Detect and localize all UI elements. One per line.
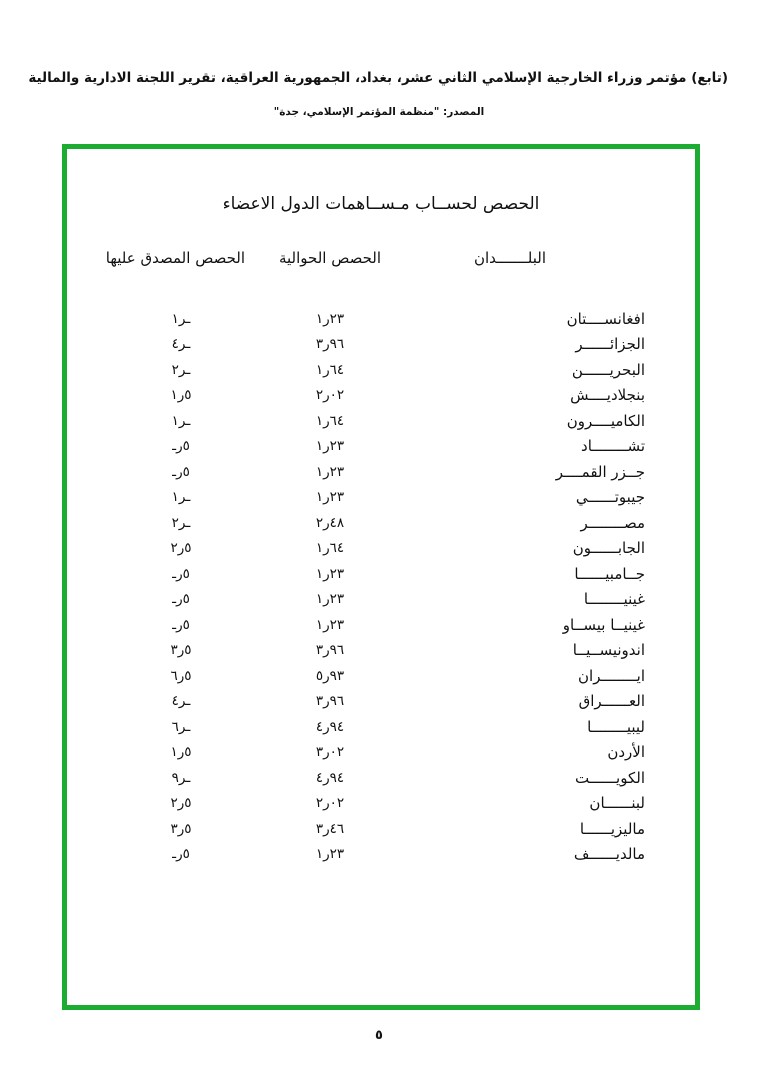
current-quota-value: ١ر٦٤ (315, 361, 345, 378)
ratified-quota-value: ١رـ (171, 310, 191, 327)
current-quota-value: ١ر٢٣ (315, 591, 345, 608)
current-quota-value: ١ر٢٣ (315, 310, 345, 327)
ratified-quota-value: ـر٥ (172, 438, 190, 455)
country-name: ماليزيــــــا (579, 819, 645, 838)
column-header-countries: البلـــــــدان (473, 249, 547, 267)
current-quota-value: ١ر٢٣ (315, 463, 345, 480)
page-number: ٥ (375, 1028, 383, 1043)
table-row (67, 485, 695, 511)
document-title: (تابع) مؤتمر وزراء الخارجية الإسلامي الثاني عشر، بغداد، الجمهورية العراقية، تقرير اللجنة الادارية والمالية (28, 70, 728, 86)
table-row (67, 638, 695, 664)
table-row (67, 791, 695, 817)
table-row (67, 842, 695, 868)
country-name: اندونيســيــا (572, 641, 645, 660)
ratified-quota-value: ٢رـ (171, 514, 191, 531)
country-name: الجابــــــون (572, 539, 645, 558)
table-row (67, 561, 695, 587)
current-quota-value: ٤ر٩٤ (315, 718, 345, 735)
country-name: لبنــــــان (589, 794, 645, 813)
country-name: جــامبيــــــا (574, 564, 645, 583)
country-name: جيبوتــــــي (575, 488, 645, 507)
table-row (67, 765, 695, 791)
table-row (67, 357, 695, 383)
country-name: العــــــراق (578, 692, 645, 711)
table-row (67, 510, 695, 536)
ratified-quota-value: ٦ر٥ (170, 667, 192, 684)
country-name: بنجلاديــــش (570, 386, 645, 405)
current-quota-value: ٢ر٠٢ (315, 387, 345, 404)
table-row (67, 587, 695, 613)
table-row (67, 408, 695, 434)
country-name: ليبيــــــــا (587, 717, 645, 736)
ratified-quota-value: ـر٥ (172, 846, 190, 863)
current-quota-value: ٢ر٤٨ (315, 514, 345, 531)
ratified-quota-value: ـر٥ (172, 463, 190, 480)
current-quota-value: ١ر٢٣ (315, 438, 345, 455)
table-row (67, 383, 695, 409)
ratified-quota-value: ١ر٥ (170, 387, 192, 404)
ratified-quota-value: ٢رـ (171, 361, 191, 378)
country-name: جــزر القمــــر (555, 462, 645, 481)
table-row (67, 663, 695, 689)
table-row (67, 332, 695, 358)
current-quota-value: ٣ر٠٢ (315, 744, 345, 761)
current-quota-value: ٣ر٩٦ (315, 693, 345, 710)
table-row (67, 306, 695, 332)
table-title: الحصص لحســاب مـســاهمات الدول الاعضاء (222, 194, 540, 214)
ratified-quota-value: ـر٥ (172, 591, 190, 608)
document-frame (62, 144, 700, 1010)
country-name: غينيــا بيســاو (562, 615, 645, 634)
table-row (67, 536, 695, 562)
country-name: الجزائــــــر (575, 335, 645, 354)
current-quota-value: ١ر٢٣ (315, 565, 345, 582)
table-row (67, 816, 695, 842)
ratified-quota-value: ٢ر٥ (170, 540, 192, 557)
current-quota-value: ٢ر٠٢ (315, 795, 345, 812)
table-row (67, 434, 695, 460)
country-name: البحريــــــن (571, 360, 645, 379)
current-quota-value: ٣ر٤٦ (315, 820, 345, 837)
column-header-current-quotas: الحصص الحوالية (278, 249, 382, 267)
ratified-quota-value: ـر٥ (172, 565, 190, 582)
country-name: تشــــــــاد (581, 437, 645, 456)
current-quota-value: ٣ر٩٦ (315, 642, 345, 659)
ratified-quota-value: ١رـ (171, 412, 191, 429)
current-quota-value: ٥ر٩٣ (315, 667, 345, 684)
table-header-row (67, 249, 695, 267)
country-name: الكويــــــت (574, 768, 645, 787)
ratified-quota-value: ـر٥ (172, 616, 190, 633)
ratified-quota-value: ٣ر٥ (170, 642, 192, 659)
ratified-quota-value: ١ر٥ (170, 744, 192, 761)
table-row (67, 612, 695, 638)
country-name: غينيــــــــا (583, 590, 645, 609)
column-header-ratified-quotas: الحصص المصدق عليها (105, 249, 245, 267)
current-quota-value: ١ر٢٣ (315, 846, 345, 863)
country-name: مصــــــــر (580, 513, 645, 532)
table-rows (67, 306, 695, 867)
current-quota-value: ١ر٢٣ (315, 489, 345, 506)
ratified-quota-value: ١رـ (171, 489, 191, 506)
document-source: المصدر: "منظمة المؤتمر الإسلامي، جدة" (273, 106, 485, 118)
current-quota-value: ١ر٦٤ (315, 540, 345, 557)
ratified-quota-value: ٣ر٥ (170, 820, 192, 837)
ratified-quota-value: ٩رـ (171, 769, 191, 786)
current-quota-value: ١ر٦٤ (315, 412, 345, 429)
country-name: مالديــــــف (573, 845, 645, 864)
country-name: افغانســــتان (566, 309, 645, 328)
table-row (67, 740, 695, 766)
current-quota-value: ١ر٢٣ (315, 616, 345, 633)
country-name: الأردن (607, 743, 645, 762)
ratified-quota-value: ٢ر٥ (170, 795, 192, 812)
table-row (67, 689, 695, 715)
ratified-quota-value: ٦رـ (171, 718, 191, 735)
ratified-quota-value: ٤رـ (171, 693, 191, 710)
current-quota-value: ٣ر٩٦ (315, 336, 345, 353)
table-row (67, 714, 695, 740)
country-name: ايــــــــران (578, 666, 645, 685)
country-name: الكاميــــرون (566, 411, 645, 430)
table-row (67, 459, 695, 485)
ratified-quota-value: ٤رـ (171, 336, 191, 353)
current-quota-value: ٤ر٩٤ (315, 769, 345, 786)
